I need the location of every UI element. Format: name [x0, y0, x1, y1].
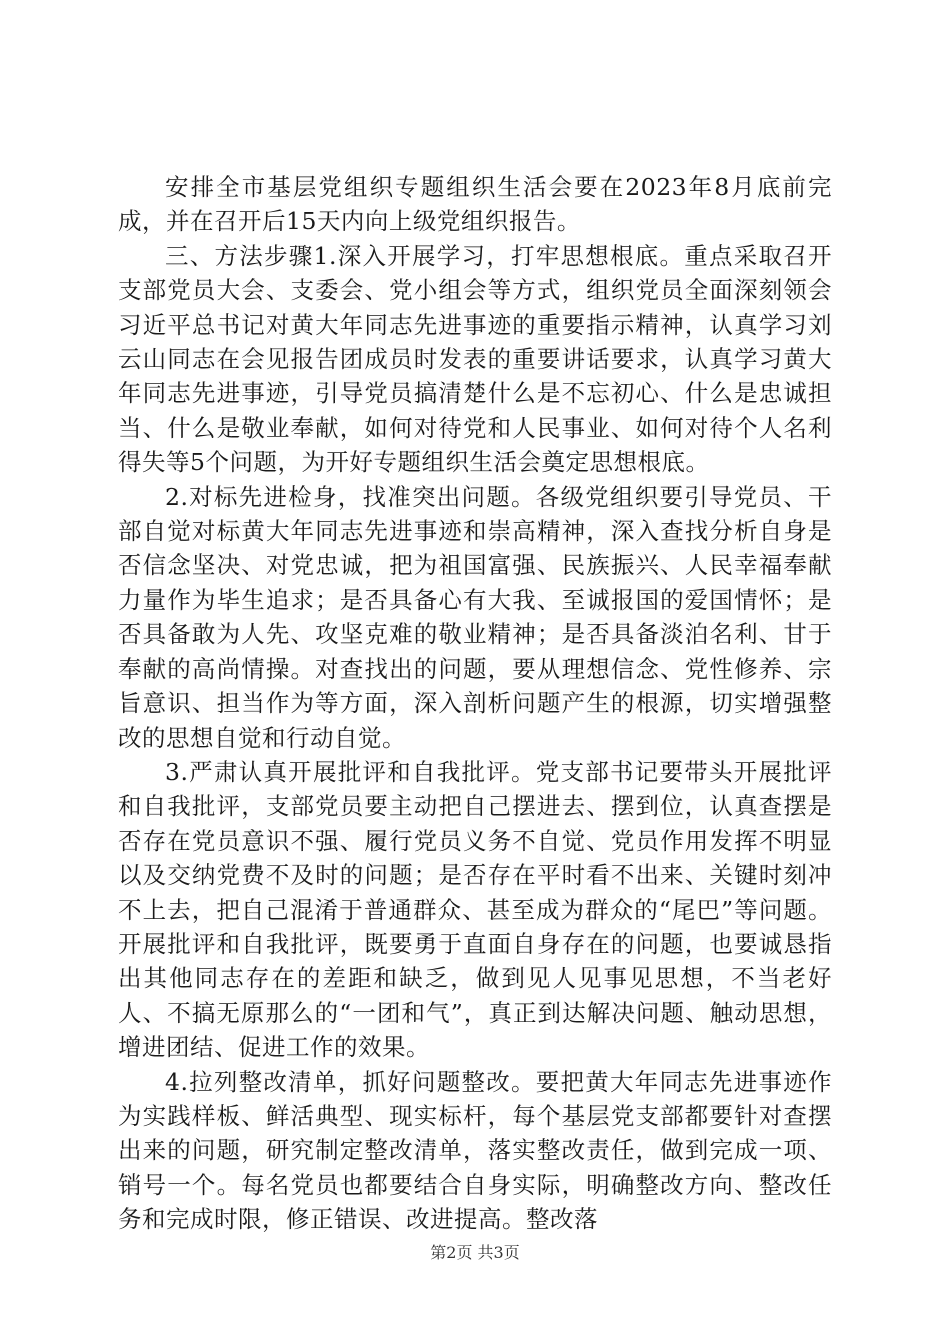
paragraph-2: 三、方法步骤1.深入开展学习，打牢思想根底。重点采取召开支部党员大会、支委会、党小组会等方式，组织党员全面深刻领会习近平总书记对黄大年同志先进事迹的重要指示精神，认真学习刘云山同志在会见报告团成员时发表的重要讲话要求，认真学习黄大年同志先进事迹，引导党员搞清楚什么是不忘初心、什么是忠诚担当、什么是敬业奉献，如何对待党和人民事业、如何对待个人名利得失等5个问题，为开好专题组织生活会奠定思想根底。 [118, 241, 832, 477]
paragraph-5: 4.拉列整改清单，抓好问题整改。要把黄大年同志先进事迹作为实践样板、鲜活典型、现实标杆，每个基层党支部都要针对查摆出来的问题，研究制定整改清单，落实整改责任，做到完成一项、销号一个。每名党员也都要结合自身实际，明确整改方向、整改任务和完成时限，修正错误、改进提高。整改落 [118, 1067, 832, 1234]
paragraph-1: 安排全市基层党组织专题组织生活会要在2023年8月底前完成，并在召开后15天内向上级党组织报告。 [118, 173, 832, 236]
document-body [118, 170, 832, 1237]
paragraph-3: 2.对标先进检身，找准突出问题。各级党组织要引导党员、干部自觉对标黄大年同志先进事迹和崇高精神，深入查找分析自身是否信念坚决、对党忠诚，把为祖国富强、民族振兴、人民幸福奉献力量作为毕生追求；是否具备心有大我、至诚报国的爱国情怀；是否具备敢为人先、攻坚克难的敬业精神；是否具备淡泊名利、甘于奉献的高尚情操。对查找出的问题，要从理想信念、党性修养、宗旨意识、担当作为等方面，深入剖析问题产生的根源，切实增强整改的思想自觉和行动自觉。 [118, 482, 832, 752]
page-footer: 第2页 共3页 [430, 1243, 520, 1262]
paragraph-4: 3.严肃认真开展批评和自我批评。党支部书记要带头开展批评和自我批评，支部党员要主动把自己摆进去、摆到位，认真查摆是否存在党员意识不强、履行党员义务不自觉、党员作用发挥不明显以及交纳党费不及时的问题；是否存在平时看不出来、关键时刻冲不上去，把自己混淆于普通群众、甚至成为群众的“尾巴”等问题。开展批评和自我批评，既要勇于直面自身存在的问题，也要诚恳指出其他同志存在的差距和缺乏，做到见人见事见思想，不当老好人、不搞无原那么的“一团和气”，真正到达解决问题、触动思想，增进团结、促进工作的效果。 [118, 757, 832, 1062]
